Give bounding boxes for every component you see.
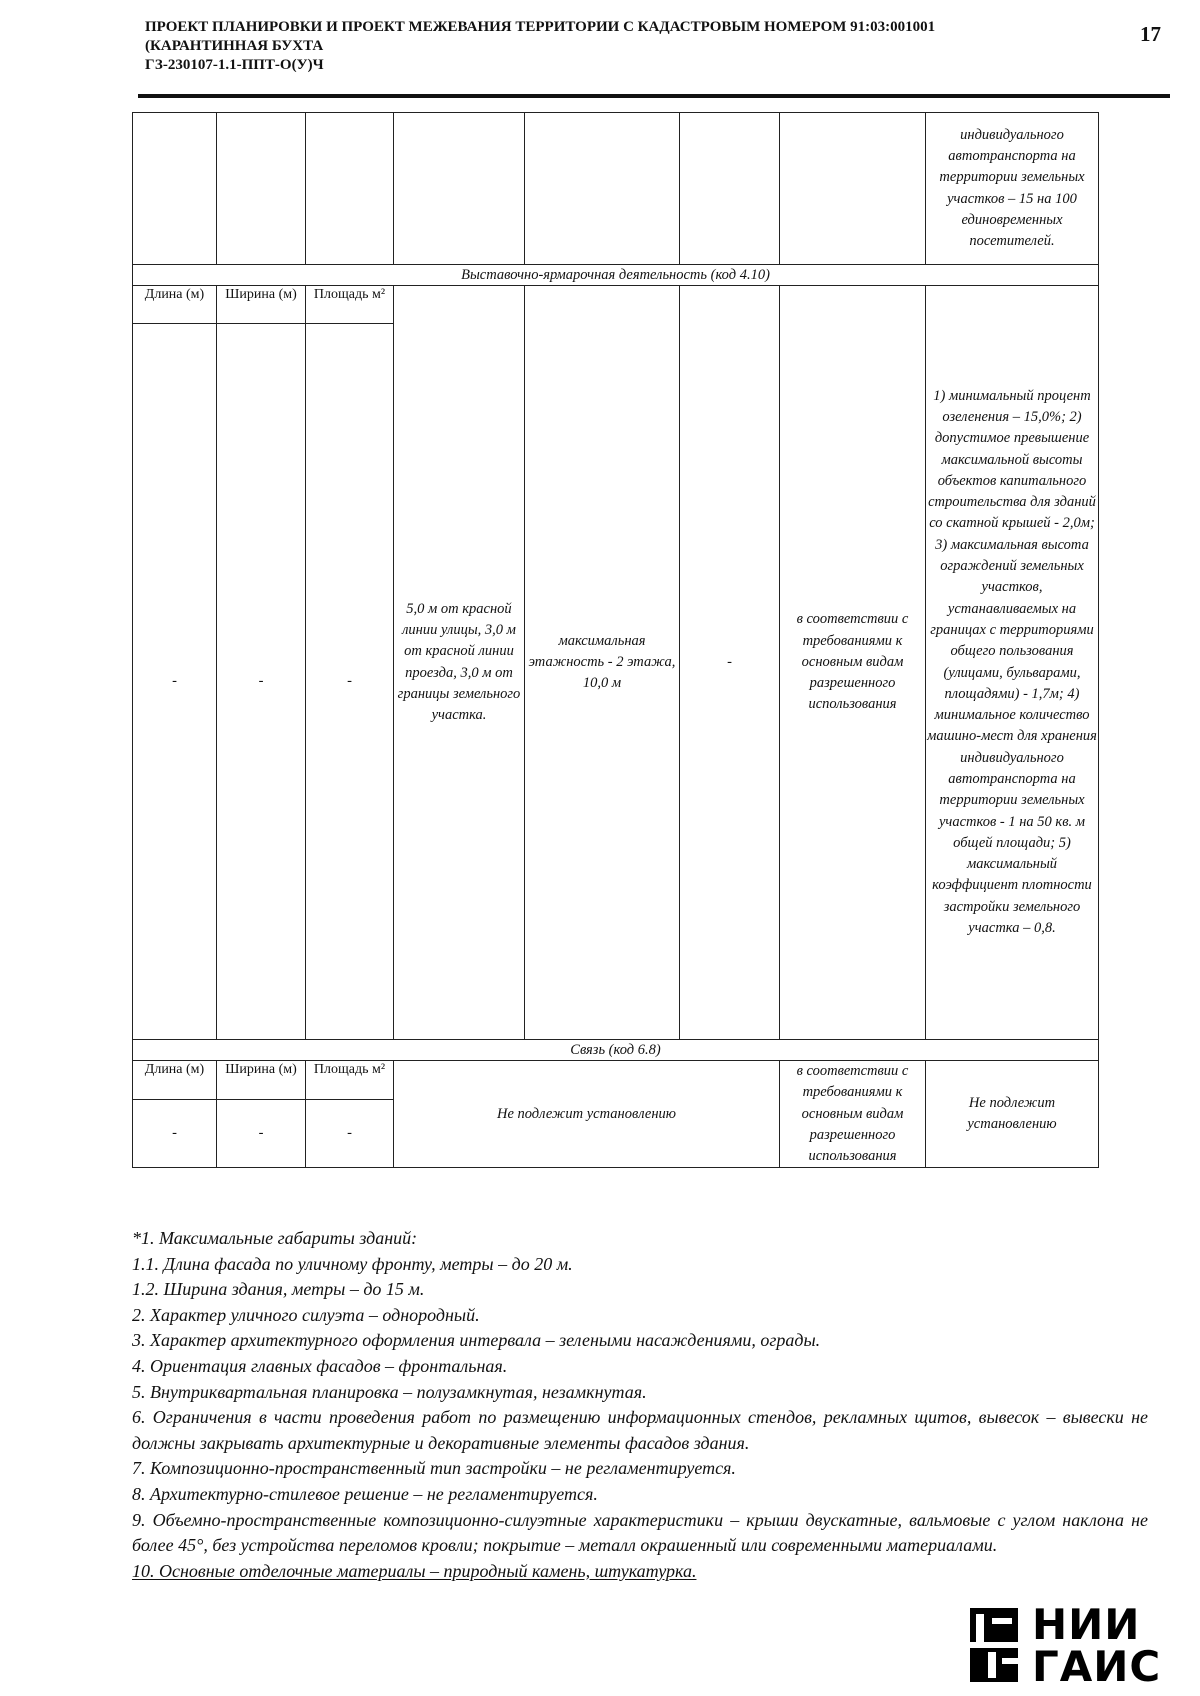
width-value: -: [217, 324, 306, 1040]
note-item: 7. Композиционно-пространственный тип застройки – не регламентируется.: [132, 1458, 736, 1479]
niigais-logo: [970, 1600, 1166, 1691]
length-value: -: [133, 324, 217, 1040]
note-item: 2. Характер уличного силуэта – однородный.: [132, 1304, 480, 1325]
note-item: 1.1. Длина фасада по уличному фронту, метры – до 20 м.: [132, 1253, 573, 1274]
note-item: 6. Ограничения в части проведения работ по размещению информационных стендов, рекламных щитов, вывесок – вывески не должны закрывать архитектурные и декоративные элементы фасадов здания.: [132, 1407, 1148, 1453]
note-item: 1.2. Ширина здания, метры – до 15 м.: [132, 1279, 425, 1300]
note-item: 9. Объемно-пространственные композиционно-силуэтные характеристики – крыши двускатные, вальмовые с углом наклона не более 45°, без устройства переломов кровли; покрытие – металл окрашенный или современными материалами.: [132, 1509, 1148, 1556]
table-cell: [780, 113, 926, 265]
table-row: [133, 265, 1099, 286]
width-value: -: [217, 1099, 306, 1168]
setbacks-cell: 5,0 м от красной линии улицы, 3,0 м от красной линии проезда, 3,0 м от границы земельного участка.: [394, 286, 525, 1040]
table-row: [133, 1061, 1099, 1100]
note-item: 8. Архитектурно-стилевое решение – не регламентируется.: [132, 1483, 598, 1504]
page-number: 17: [1140, 22, 1161, 46]
header-title-line1: ПРОЕКТ ПЛАНИРОВКИ И ПРОЕКТ МЕЖЕВАНИЯ ТЕРРИТОРИИ С КАДАСТРОВЫМ НОМЕРОМ 91:03:001001: [145, 19, 936, 35]
note-item: 3. Характер архитектурного оформления интервала – зелеными насаждениями, ограды.: [132, 1330, 821, 1351]
document-header: [145, 18, 1105, 75]
logo-mark-icon: [970, 1608, 1018, 1684]
column-header-length: Длина (м): [133, 1061, 217, 1100]
table-cell: [680, 113, 780, 265]
floors-cell: максимальная этажность - 2 этажа, 10,0 м: [525, 286, 680, 1040]
column-header-width: Ширина (м): [217, 286, 306, 324]
note-item: 4. Ориентация главных фасадов – фронтальная.: [132, 1355, 508, 1376]
table-row: [133, 1040, 1099, 1061]
column-header-area: Площадь м²: [306, 286, 394, 324]
notes-section: [132, 1226, 1148, 1584]
table-cell: [133, 113, 217, 265]
column-header-area: Площадь м²: [306, 1061, 394, 1100]
section-header-exhibition: Выставочно-ярмарочная деятельность (код 4.10): [133, 265, 1099, 286]
parameters-cell: 1) минимальный процент озеленения – 15,0%; 2) допустимое превышение максимальной высоты объектов капитального строительства для зданий со скатной крышей - 2,0м; 3) максимальная высота ограждений земельных участков, устанавливаемых на границах с территориями общего пользования (улицами, бульварами, площадями) - 1,7м; 4) минимальное количество машино-мест для хранения индивидуального автотранспорта на территории земельных участков - 1 на 50 кв. м общей площади; 5) максимальный коэффициент плотности застройки земельного участка – 0,8.: [926, 286, 1099, 1040]
table-cell: [525, 113, 680, 265]
note-item: 5. Внутриквартальная планировка – полузамкнутая, незамкнутая.: [132, 1381, 647, 1402]
header-document-code: ГЗ-230107-1.1-ППТ-О(У)Ч: [145, 57, 324, 73]
table-cell: [306, 113, 394, 265]
column-header-width: Ширина (м): [217, 1061, 306, 1100]
length-value: -: [133, 1099, 217, 1168]
table-cell: [217, 113, 306, 265]
note-item: *1. Максимальные габариты зданий:: [132, 1228, 418, 1248]
compliance-cell: в соответствии с требованиями к основным видам разрешенного использования: [780, 286, 926, 1040]
table-cell: [394, 113, 525, 265]
compliance-cell: в соответствии с требованиями к основным видам разрешенного использования: [780, 1061, 926, 1168]
logo-text-line1: НИИ: [1032, 1600, 1141, 1649]
regulations-table: [132, 112, 1099, 1168]
section-header-communication: Связь (код 6.8): [133, 1040, 1099, 1061]
area-value: -: [306, 1099, 394, 1168]
parameters-cell: Не подлежит установлению: [926, 1061, 1099, 1168]
other-cell: -: [680, 286, 780, 1040]
header-divider: [138, 94, 1170, 98]
logo-text-line2: ГАИС: [1032, 1642, 1162, 1691]
table-row: [133, 286, 1099, 324]
parking-norm-cell: индивидуального автотранспорта на территории земельных участков – 15 на 100 единовременных посетителей.: [926, 113, 1099, 265]
note-item: 10. Основные отделочные материалы – природный камень, штукатурка.: [132, 1560, 697, 1581]
column-header-length: Длина (м): [133, 286, 217, 324]
table-row: [133, 113, 1099, 265]
not-established-cell: Не подлежит установлению: [394, 1061, 780, 1168]
area-value: -: [306, 324, 394, 1040]
header-title-line2: (КАРАНТИННАЯ БУХТА: [145, 38, 324, 54]
